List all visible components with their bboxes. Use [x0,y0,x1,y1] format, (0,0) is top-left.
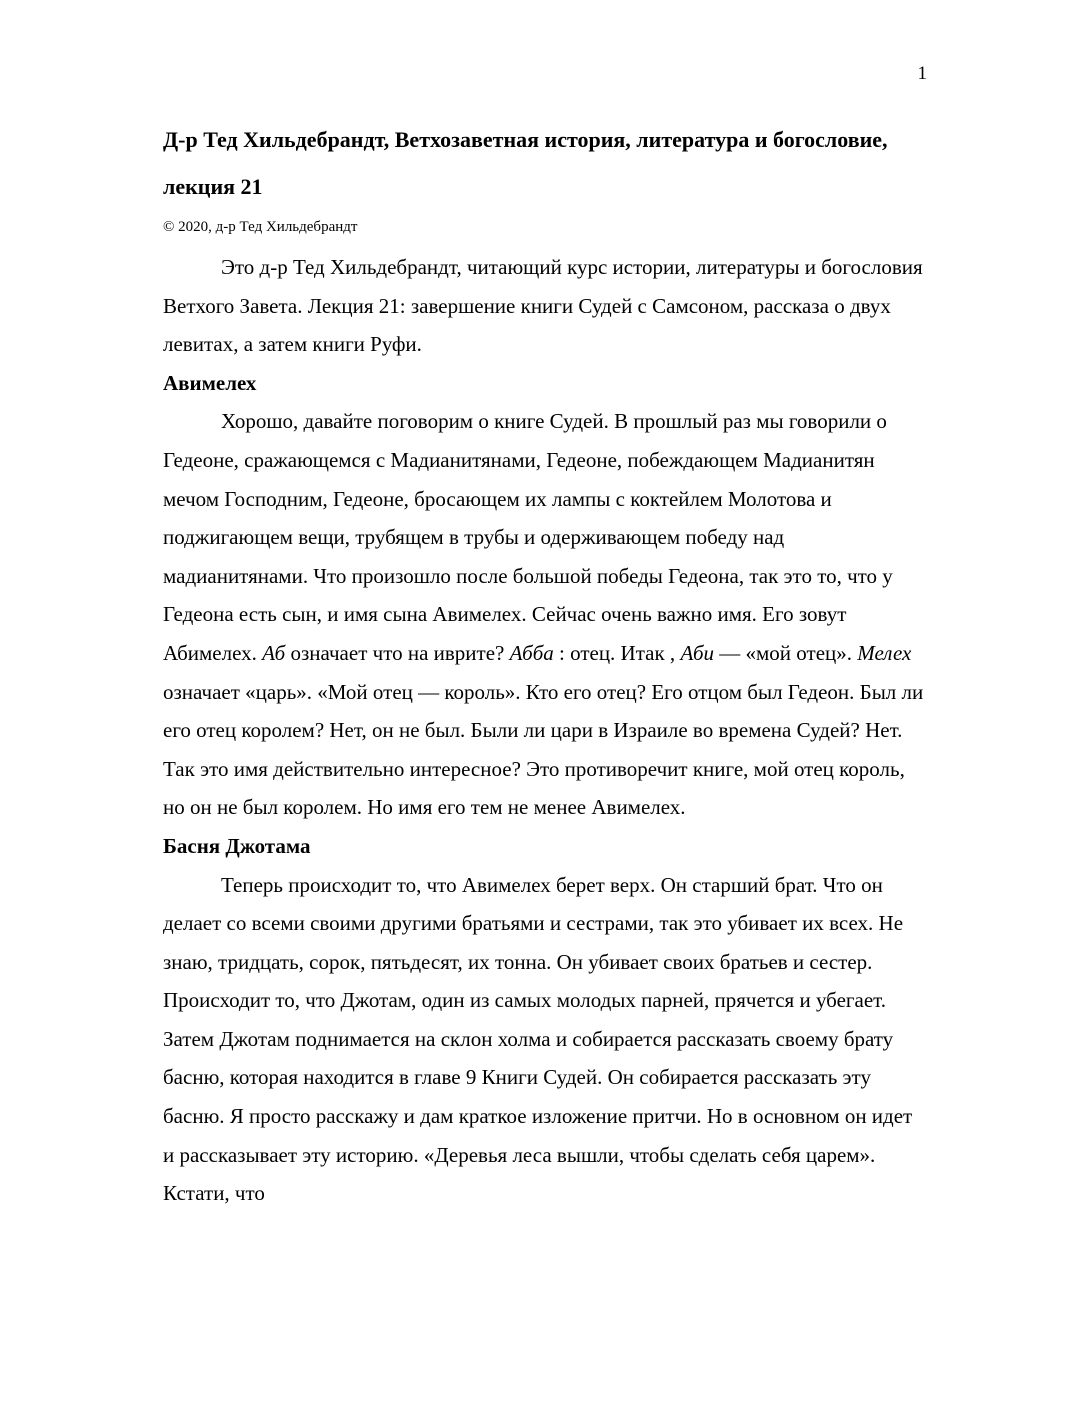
page-number: 1 [917,63,927,84]
abimelech-paragraph [163,402,927,827]
text-run: : отец. Итак , [553,640,681,665]
section-heading-abimelech: Авимелех [163,370,257,395]
italic-term: Мелех [857,640,912,665]
text-run: — «мой отец». [714,640,858,665]
page-content [163,62,927,1213]
copyright-line: © 2020, д-р Тед Хильдебрандт [163,219,358,235]
italic-term: Аби [680,640,715,665]
section-heading-jotham-fable: Басня Джотама [163,833,311,858]
jotham-fable-paragraph: Теперь происходит то, что Авимелех берет верх. Он старший брат. Что он делает со всеми своими другими братьями и сестрами, так это убивает их всех. Не знаю, тридцать, сорок, пятьдесят, их тонна. Он убивает своих братьев и сестер. Происходит то, что Джотам, один из самых молодых парней, прячется и убегает. Затем Джотам поднимается на склон холма и собирается рассказать своему брату басню, которая находится в главе 9 Книги Судей. Он собирается рассказать эту басню. Я просто расскажу и дам краткое изложение притчи. Но в основном он идет и рассказывает эту историю. «Деревья леса вышли, чтобы сделать себя царем». Кстати, что [163,872,913,1206]
text-run: означает что на иврите? [285,640,510,665]
italic-term: Абба [509,640,554,665]
document-title: Д-р Тед Хильдебрандт, Ветхозаветная история, литература и богословие, лекция 21 [163,127,888,199]
text-run: Хорошо, давайте поговорим о книге Судей. В прошлый раз мы говорили о Гедеоне, сражающемся с Мадианитянами, Гедеоне, побеждающем Мадианитян мечом Господним, Гедеоне, бросающем их лампы с коктейлем Молотова и поджигающем вещи, трубящем в трубы и одерживающем победу над мадианитянами. Что произошло после большой победы Гедеона, так это то, что у Гедеона есть сын, и имя сына Авимелех. Сейчас очень важно имя. Его зовут Абимелех. [163,409,893,665]
text-run: означает «царь». «Мой отец — король». Кто его отец? Его отцом был Гедеон. Был ли его отец королем? Нет, он не был. Были ли цари в Израиле во времена Судей? Нет. Так это имя действительно интересное? Это противоречит книге, мой отец король, но он не был королем. Но имя его тем не менее Авимелех. [163,679,924,820]
italic-term: Аб [262,640,286,665]
intro-paragraph: Это д-р Тед Хильдебрандт, читающий курс истории, литературы и богословия Ветхого Завета. Лекция 21: завершение книги Судей с Самсоном, рассказа о двух левитах, а затем книги Руфи. [163,255,923,357]
